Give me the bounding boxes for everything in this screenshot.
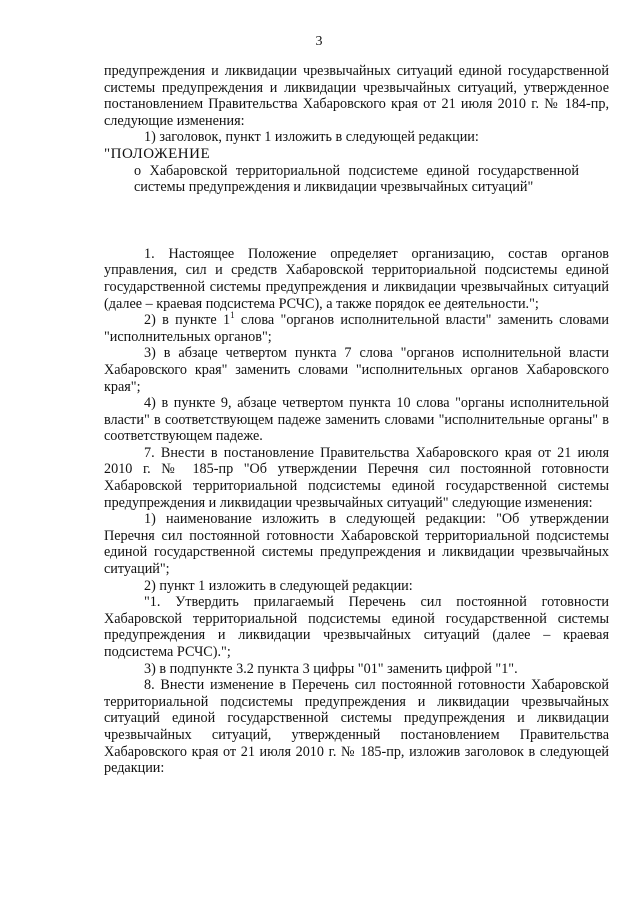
paragraph-item-7-3: 3) в подпункте 3.2 пункта 3 цифры "01" заменить цифрой "1". (144, 660, 518, 677)
paragraph-continuation: предупреждения и ликвидации чрезвычайных ситуаций единой государственной системы предупреждения и ликвидации чрезвычайных ситуаций, утвержденное постановлением Правительства Хабаровского края от 21 июля 2010 г. № 184-пр, следующие изменения: (104, 63, 609, 129)
paragraph-item-7-2: 2) пункт 1 изложить в следующей редакции: (144, 577, 413, 594)
heading-title: "ПОЛОЖЕНИЕ (104, 145, 211, 162)
heading-subtitle: о Хабаровской территориальной подсистеме единой государственной системы предупреждения и ликвидации чрезвычайных ситуаций" (134, 162, 579, 196)
paragraph-amendment-3: 3) в абзаце четвертом пункта 7 слова "органов исполнительной власти Хабаровского края" заменить словами "исполнительных органов Хабаровского края"; (104, 345, 609, 395)
paragraph-item-7-2-text: "1. Утвердить прилагаемый Перечень сил постоянной готовности Хабаровской территориальной подсистемы единой государственной системы предупреждения и ликвидации чрезвычайных ситуаций (далее – краевая подсистема РСЧС)."; (104, 594, 609, 660)
amendment-2-after: слова "органов исполнительной власти" заменить словами "исполнительных органов"; (104, 312, 609, 345)
paragraph-point-1: 1. Настоящее Положение определяет организацию, состав органов управления, сил и средств Хабаровской территориальной подсистемы единой государственной системы предупреждения и ликвидации чрезвычайных ситуаций (далее – краевая подсистема РСЧС), а также порядок ее деятельности."; (104, 245, 609, 312)
page-number: 3 (315, 34, 323, 49)
paragraph-item-8: 8. Внести изменение в Перечень сил постоянной готовности Хабаровской территориальной подсистемы предупреждения и ликвидации чрезвычайных ситуаций единой государственной системы предупреждения и ликвидации чрезвычайных ситуаций, утвержденный постановлением Правительства Хабаровского края от 21 июля 2010 г. № 185-пр, изложив заголовок в следующей редакции: (104, 677, 609, 777)
paragraph-amendment-1: 1) заголовок, пункт 1 изложить в следующей редакции: (144, 129, 479, 146)
paragraph-amendment-4: 4) в пункте 9, абзаце четвертом пункта 10 слова "органы исполнительной власти" в соответствующем падеже заменить словами "исполнительные органы" в соответствующем падеже. (104, 395, 609, 445)
amendment-2-superscript: 1 (230, 310, 235, 321)
paragraph-amendment-2 (104, 312, 609, 345)
paragraph-item-7: 7. Внести в постановление Правительства Хабаровского края от 21 июля 2010 г. № 185-пр "Об утверждении Перечня сил постоянной готовности Хабаровской территориальной подсистемы единой государственной системы предупреждения и ликвидации чрезвычайных ситуаций" следующие изменения: (104, 444, 609, 511)
paragraph-item-7-1: 1) наименование изложить в следующей редакции: "Об утверждении Перечня сил постоянной готовности Хабаровской территориальной подсистемы единой государственной системы предупреждения и ликвидации чрезвычайных ситуаций"; (104, 511, 609, 578)
amendment-2-before: 2) в пункте 1 (144, 312, 231, 329)
document-body (104, 63, 609, 777)
